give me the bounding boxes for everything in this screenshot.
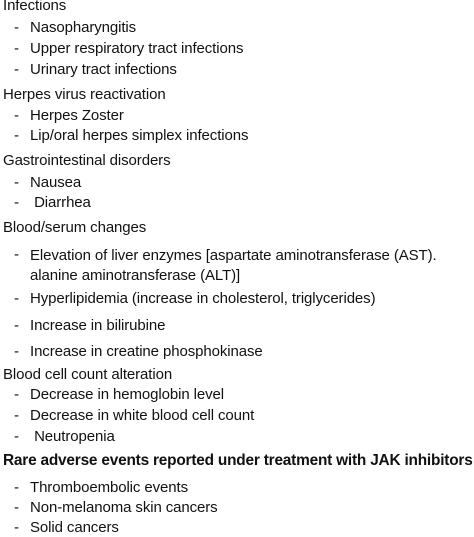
bullet-dash: - [14, 407, 19, 424]
list-item-text: Decrease in white blood cell count [30, 407, 255, 424]
section-heading: Blood cell count alteration [3, 366, 173, 383]
list-item-text: Thromboembolic events [30, 479, 188, 496]
list-item-text: Solid cancers [30, 519, 119, 536]
list-item-text: Lip/oral herpes simplex infections [30, 127, 249, 144]
bullet-dash: - [14, 499, 19, 516]
bullet-dash: - [14, 127, 19, 144]
bullet-dash: - [14, 40, 19, 57]
bullet-dash: - [14, 61, 19, 78]
list-item-text: Increase in bilirubine [30, 317, 166, 334]
section-heading: Herpes virus reactivation [3, 86, 166, 103]
list-item-text: Neutropenia [30, 428, 115, 445]
bullet-dash: - [14, 428, 19, 445]
bullet-dash: - [14, 479, 19, 496]
list-item-text: Elevation of liver enzymes [aspartate aminotransferase (AST). alanine aminotransferase (ALT)] [30, 247, 437, 284]
list-item-text: Urinary tract infections [30, 61, 177, 78]
bullet-dash: - [14, 290, 19, 307]
list-item-text: Nausea [30, 174, 82, 191]
bullet-dash: - [14, 19, 19, 36]
list-item-text: Decrease in hemoglobin level [30, 386, 224, 403]
list-item-text: Non-melanoma skin cancers [30, 499, 218, 516]
list-item-text: Nasopharyngitis [30, 19, 137, 36]
bullet-dash: - [14, 194, 19, 211]
section-heading-bold: Rare adverse events reported under treatment with JAK inhibitors [3, 452, 473, 469]
list-item-text: Herpes Zoster [30, 107, 124, 124]
bullet-dash: - [14, 386, 19, 403]
section-heading: Blood/serum changes [3, 219, 147, 236]
bullet-dash: - [14, 107, 19, 124]
bullet-dash: - [14, 343, 19, 360]
bullet-dash: - [14, 317, 19, 334]
bullet-dash: - [14, 519, 19, 536]
section-heading: Infections [3, 0, 67, 14]
bullet-dash: - [14, 246, 19, 263]
bullet-dash: - [14, 174, 19, 191]
section-heading: Gastrointestinal disorders [3, 152, 171, 169]
list-item-text: Diarrhea [30, 194, 91, 211]
list-item-text: Hyperlipidemia (increase in cholesterol, triglycerides) [30, 290, 376, 307]
list-item-text: Upper respiratory tract infections [30, 40, 244, 57]
list-item-text: Increase in creatine phosphokinase [30, 343, 263, 360]
